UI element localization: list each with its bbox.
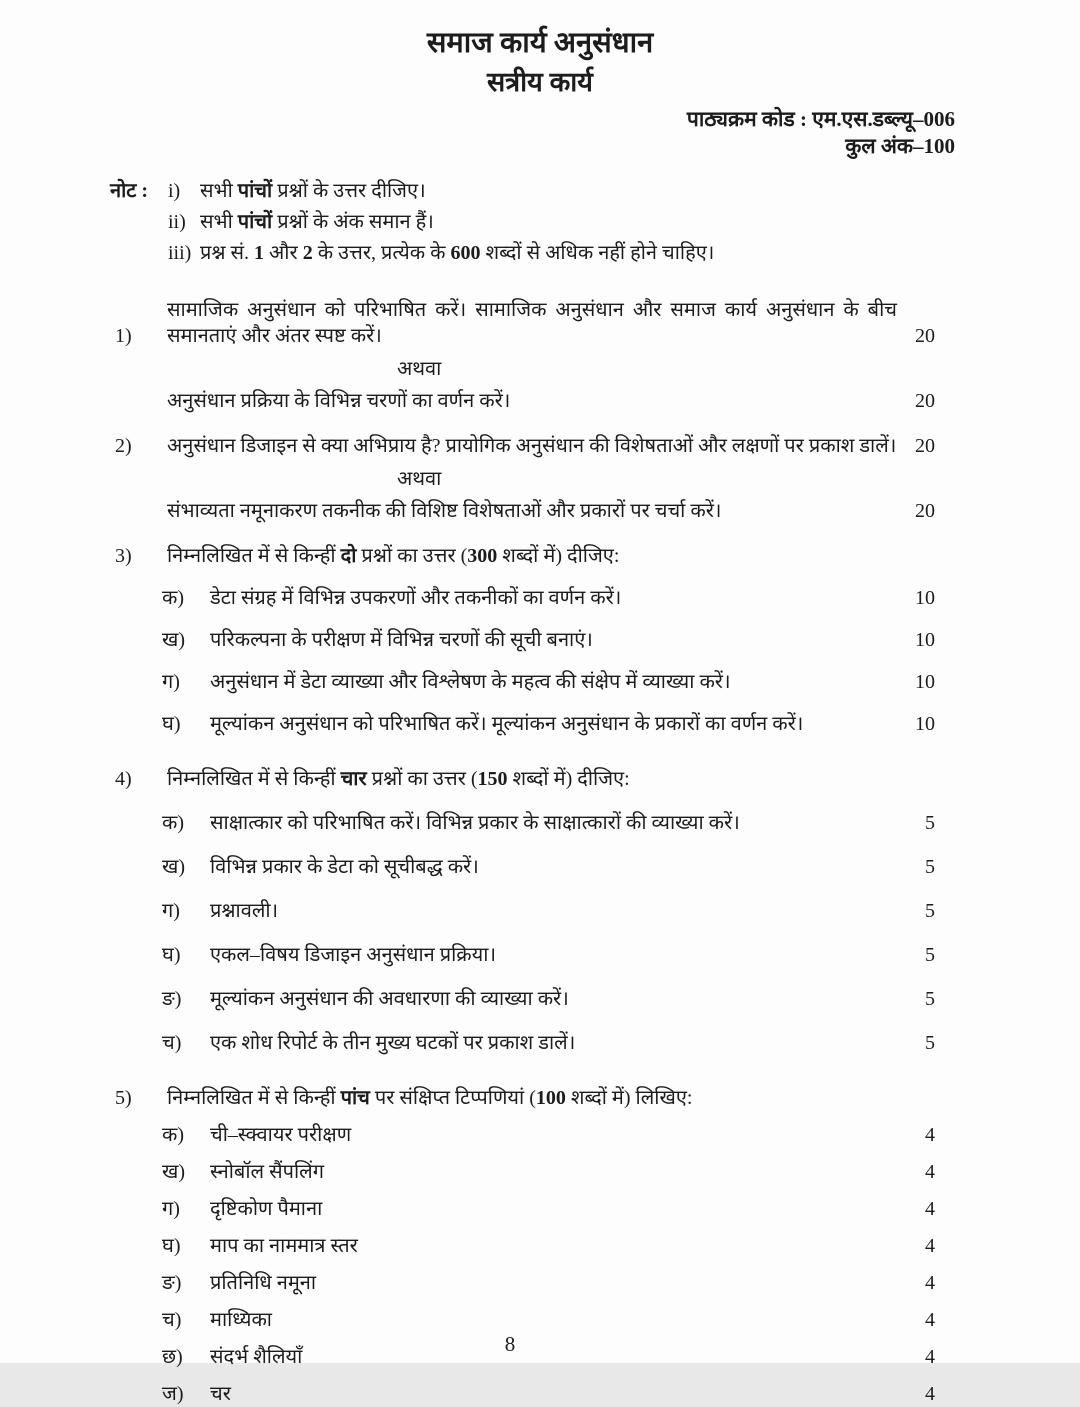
marks-value: 4 <box>925 1272 935 1294</box>
alternate-question <box>0 388 1080 414</box>
sub-question-letter: ग) <box>162 671 180 693</box>
question-stem <box>0 543 1080 569</box>
question-4 <box>0 766 1080 1056</box>
sub-question-row <box>0 1307 1080 1333</box>
note-item-text: सभी पांचों प्रश्नों के अंक समान हैं। <box>200 211 434 233</box>
sub-question-row <box>0 854 1080 880</box>
sub-question-letter: ख) <box>162 1161 186 1183</box>
sub-question-row <box>0 669 1080 695</box>
question-3 <box>0 543 1080 737</box>
marks-value: 10 <box>915 671 935 693</box>
sub-question-letter: घ) <box>162 1235 181 1257</box>
note-item-ii <box>168 209 714 235</box>
marks-value: 20 <box>915 435 935 457</box>
sub-question-text: साक्षात्कार को परिभाषित करें। विभिन्न प्रकार के साक्षात्कारों की व्याख्या करें। <box>210 812 740 834</box>
alternate-question <box>0 498 1080 524</box>
alternate-question-text: संभाव्यता नमूनाकरण तकनीक की विशिष्ट विशेषताओं और प्रकारों पर चर्चा करें। <box>167 500 722 522</box>
marks-value: 20 <box>915 500 935 522</box>
marks-value: 4 <box>925 1383 935 1405</box>
marks-value: 4 <box>925 1198 935 1220</box>
sub-question-row <box>0 1122 1080 1148</box>
sub-question-text: प्रतिनिधि नमूना <box>210 1272 317 1294</box>
sub-question-text: एकल–विषय डिजाइन अनुसंधान प्रक्रिया। <box>210 944 497 966</box>
sub-question-letter: क) <box>162 587 185 609</box>
marks-value: 10 <box>915 713 935 735</box>
note-item-iii <box>168 240 714 266</box>
sub-question-row <box>0 898 1080 924</box>
course-meta-block <box>0 106 1080 160</box>
question-text: निम्नलिखित में से किन्हीं चार प्रश्नों का उत्तर (150 शब्दों में) दीजिए: <box>167 768 630 790</box>
sub-question-text: मूल्यांकन अनुसंधान की अवधारणा की व्याख्या करें। <box>210 988 569 1010</box>
sub-question-letter: ज) <box>162 1383 184 1405</box>
questions-list <box>0 297 1080 1407</box>
note-item-text: सभी पांचों प्रश्नों के उत्तर दीजिए। <box>200 180 426 202</box>
marks-value: 5 <box>925 988 935 1010</box>
marks-value: 4 <box>925 1161 935 1183</box>
sub-question-row <box>0 1159 1080 1185</box>
note-item-number: i) <box>168 180 181 202</box>
question-text: अनुसंधान डिजाइन से क्या अभिप्राय है? प्रायोगिक अनुसंधान की विशेषताओं और लक्षणों पर प्रकाश डालें। <box>167 435 897 457</box>
alternate-question-text: अनुसंधान प्रक्रिया के विभिन्न चरणों का वर्णन करें। <box>167 390 511 412</box>
question-stem <box>0 433 1080 459</box>
note-item-number: ii) <box>168 211 186 233</box>
sub-question-letter: क) <box>162 1124 185 1146</box>
sub-question-letter: छ) <box>162 1346 183 1368</box>
sub-question-letter: ग) <box>162 900 180 922</box>
sub-question-row <box>0 986 1080 1012</box>
sub-question-row <box>0 942 1080 968</box>
sub-question-letter: ख) <box>162 856 186 878</box>
sub-question-letter: क) <box>162 812 185 834</box>
sub-question-row <box>0 1233 1080 1259</box>
course-title: समाज कार्य अनुसंधान <box>426 27 654 59</box>
marks-value: 20 <box>915 390 935 412</box>
sub-question-text: चर <box>210 1383 231 1405</box>
sub-question-text: अनुसंधान में डेटा व्याख्या और विश्लेषण के महत्व की संक्षेप में व्याख्या करें। <box>210 671 731 693</box>
note-label: नोट : <box>110 180 149 202</box>
sub-question-text: माप का नाममात्र स्तर <box>210 1235 358 1257</box>
question-2 <box>0 433 1080 524</box>
assignment-type-title: सत्रीय कार्य <box>487 67 593 97</box>
note-items <box>168 178 714 271</box>
question-number: 1) <box>115 325 132 347</box>
total-marks: कुल अंक–100 <box>845 134 955 158</box>
question-1 <box>0 297 1080 414</box>
question-text: निम्नलिखित में से किन्हीं दो प्रश्नों का उत्तर (300 शब्दों में) दीजिए: <box>167 545 620 567</box>
marks-value: 4 <box>925 1346 935 1368</box>
marks-value: 5 <box>925 1032 935 1054</box>
sub-question-row <box>0 711 1080 737</box>
question-number: 4) <box>115 768 132 790</box>
question-text: सामाजिक अनुसंधान को परिभाषित करें। सामाजिक अनुसंधान और समाज कार्य अनुसंधान के बीच समानताएं और अंतर स्पष्ट करें। <box>167 299 897 347</box>
sub-question-letter: ङ) <box>162 1272 182 1294</box>
question-stem <box>0 1085 1080 1111</box>
sub-question-text: स्नोबॉल सैंपलिंग <box>210 1161 324 1183</box>
sub-question-letter: ङ) <box>162 988 182 1010</box>
sub-question-row <box>0 1270 1080 1296</box>
question-stem <box>0 766 1080 792</box>
sub-question-row <box>0 585 1080 611</box>
question-number: 3) <box>115 545 132 567</box>
sub-question-text: विभिन्न प्रकार के डेटा को सूचीबद्ध करें। <box>210 856 479 878</box>
question-5 <box>0 1085 1080 1407</box>
sub-question-text: संदर्भ शैलियाँ <box>210 1346 303 1368</box>
sub-question-row <box>0 627 1080 653</box>
sub-question-row <box>0 1196 1080 1222</box>
question-number: 2) <box>115 435 132 457</box>
sub-question-row <box>0 1381 1080 1407</box>
sub-question-text: ची–स्क्वायर परीक्षण <box>210 1124 352 1146</box>
sub-question-row <box>0 1030 1080 1056</box>
sub-question-letter: च) <box>162 1032 182 1054</box>
sub-question-text: परिकल्पना के परीक्षण में विभिन्न चरणों की सूची बनाएं। <box>210 629 593 651</box>
marks-value: 4 <box>925 1124 935 1146</box>
sub-question-letter: घ) <box>162 713 181 735</box>
sub-question-letter: ख) <box>162 629 186 651</box>
marks-value: 20 <box>915 325 935 347</box>
sub-question-letter: च) <box>162 1309 182 1331</box>
note-item-number: iii) <box>168 242 192 264</box>
page-number: 8 <box>504 1332 516 1356</box>
sub-question-letter: ग) <box>162 1198 180 1220</box>
note-item-i <box>168 178 714 204</box>
marks-value: 4 <box>925 1235 935 1257</box>
marks-value: 5 <box>925 812 935 834</box>
question-number: 5) <box>115 1087 132 1109</box>
note-section <box>110 178 1080 271</box>
question-stem <box>0 297 1080 349</box>
sub-question-row <box>0 810 1080 836</box>
sub-question-text: दृष्टिकोण पैमाना <box>210 1198 323 1220</box>
marks-value: 10 <box>915 629 935 651</box>
sub-question-text: माध्यिका <box>210 1309 272 1331</box>
marks-value: 5 <box>925 856 935 878</box>
sub-question-text: मूल्यांकन अनुसंधान को परिभाषित करें। मूल्यांकन अनुसंधान के प्रकारों का वर्णन करें। <box>210 713 804 735</box>
or-separator: अथवा <box>397 358 442 380</box>
course-code: पाठ्यक्रम कोड : एम.एस.डब्ल्यू–006 <box>686 107 955 131</box>
marks-value: 4 <box>925 1309 935 1331</box>
sub-question-letter: घ) <box>162 944 181 966</box>
sub-question-text: प्रश्नावली। <box>210 900 279 922</box>
sub-question-text: डेटा संग्रह में विभिन्न उपकरणों और तकनीकों का वर्णन करें। <box>210 587 622 609</box>
marks-value: 5 <box>925 900 935 922</box>
note-item-text: प्रश्न सं. 1 और 2 के उत्तर, प्रत्येक के 600 शब्दों से अधिक नहीं होने चाहिए। <box>200 242 715 264</box>
marks-value: 10 <box>915 587 935 609</box>
or-separator: अथवा <box>397 468 442 490</box>
question-text: निम्नलिखित में से किन्हीं पांच पर संक्षिप्त टिप्पणियां (100 शब्दों में) लिखिए: <box>167 1087 693 1109</box>
marks-value: 5 <box>925 944 935 966</box>
sub-question-text: एक शोध रिपोर्ट के तीन मुख्य घटकों पर प्रकाश डालें। <box>210 1032 576 1054</box>
